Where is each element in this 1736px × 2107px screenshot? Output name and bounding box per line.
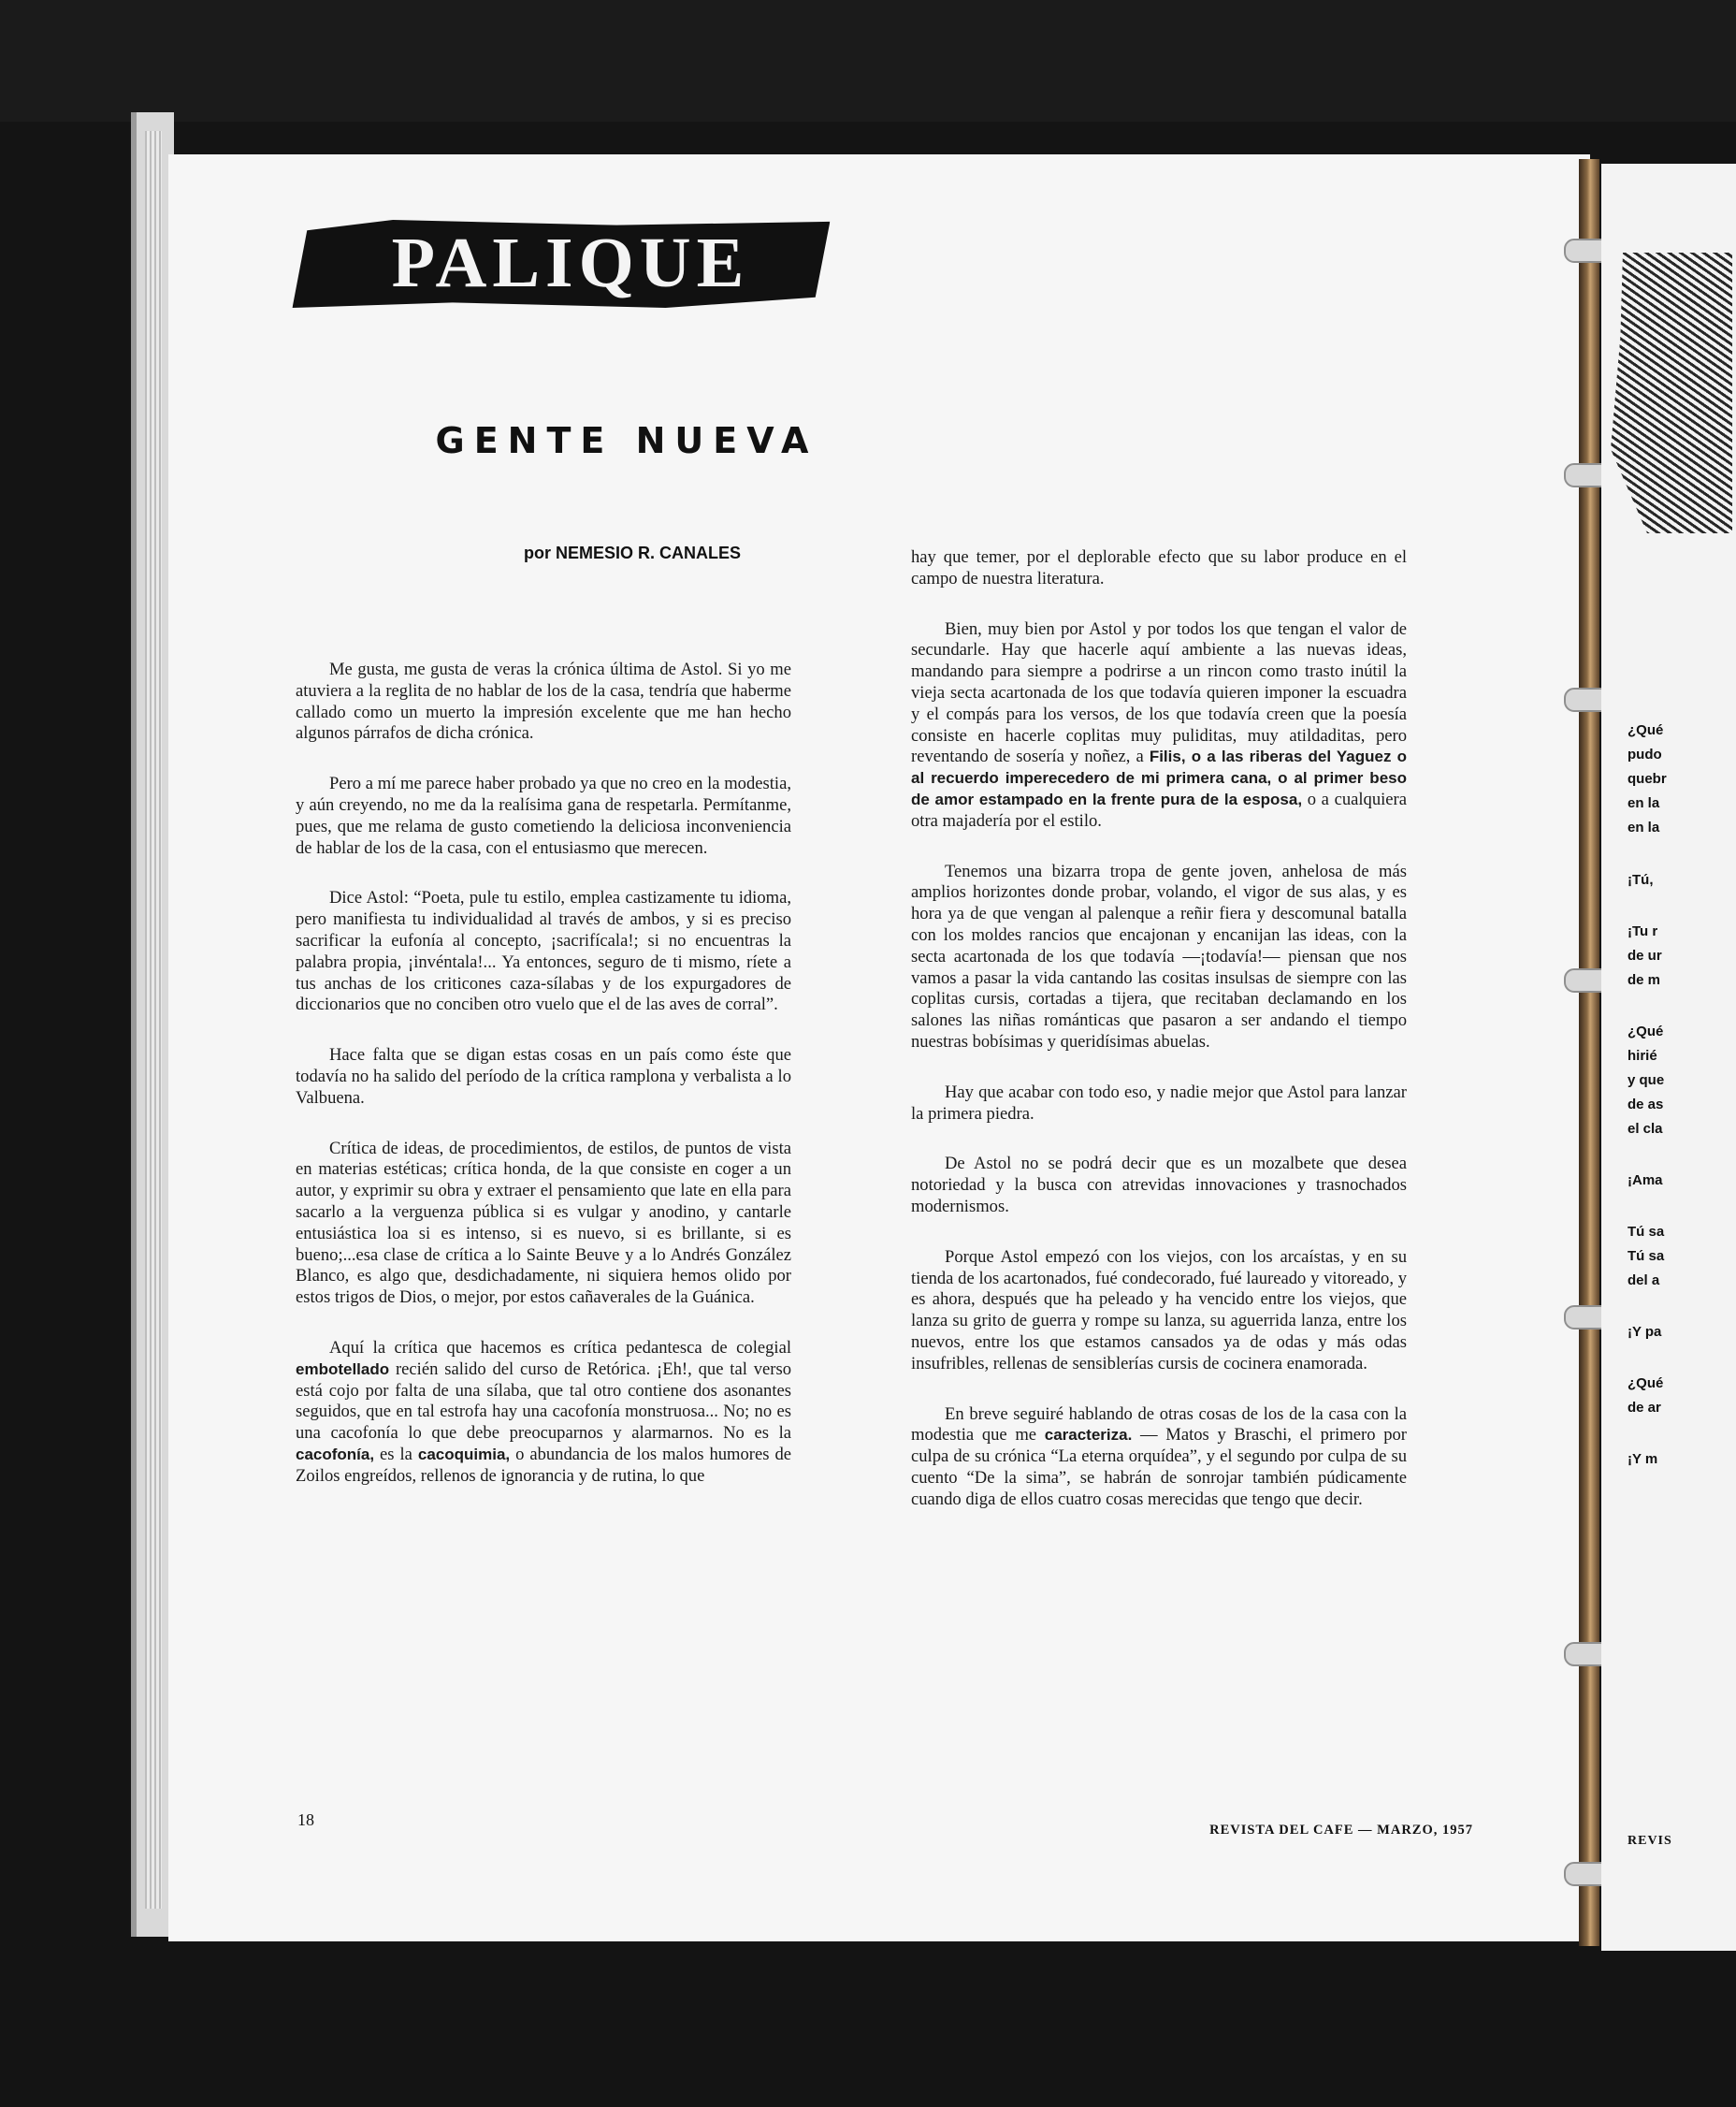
text-run: o abundancia de los malos humores de Zoilos engreídos, rellenos de ignorancia y de rutina, lo que	[296, 1444, 791, 1486]
text-run: recién salido del curso de Retórica. ¡Eh!, que tal verso está cojo por falta de una sílaba, que tal otro contiene dos asonantes seguidos, que en tal estrofa hay una cacofonía monstruosa... No; no es una cacofonía lo que debe preocuparnos y alarmarnos. No es la	[296, 1359, 791, 1444]
right-column	[911, 547, 1407, 1539]
paragraph: De Astol no se podrá decir que es un mozalbete que desea notoriedad y la busca con atrevidas innovaciones y trasnochados modernismos.	[911, 1154, 1407, 1216]
publication-footer-fragment: REVIS	[1628, 1834, 1672, 1848]
text-fragment: ¡Y m	[1628, 1451, 1658, 1467]
paragraph: Pero a mí me parece haber probado ya que no creo en la modestia, y aún creyendo, no me da la realísima gana de respetarla. Permítanme, pues, que me relama de gusto cometiendo la deliciosa inconveniencia de hablar de los de la casa, con el entusiasmo que merecen.	[296, 774, 791, 858]
paragraph	[911, 1404, 1407, 1511]
binding-spine	[1579, 159, 1599, 1946]
text-fragment: ¡Tu r	[1628, 923, 1658, 939]
bold-text: cacofonía,	[296, 1445, 375, 1463]
text-fragment: de as	[1628, 1097, 1664, 1112]
paragraph: Crítica de ideas, de procedimientos, de estilos, de puntos de vista en materias estéticas; crítica honda, de la que consiste en coger a un autor, y exprimir su obra y extraer el pensamiento que late en ella para sacarlo a la verguenza pública si es vulgar y anodino, y cantarle entusiástica loa si es intenso, si es nuevo, si es brillante, si es bueno;...esa clase de crítica a lo Sainte Beuve y a lo Andrés González Blanco, es algo que, desdichadamente, ni siquiera hemos olido por estos trigos de Dios, o mejor, por estos cañaverales de la Guánica.	[296, 1138, 791, 1308]
paragraph: Tenemos una bizarra tropa de gente joven, anhelosa de más amplios horizontes donde probar, volando, el vigor de sus alas, y es hora ya de que vengan al palenque a reñir fiera y descomunal batalla con los moldes rancios que encajonan y encanijan las ideas, con la secta acartonada de los que todavía —¡todavía!— piensan que nos vamos a pasar la vida cantando las cositas insulsas de siempre con las coplitas cursis, cortadas a tijera, que recitaban declamando en los salones las niñas románticas que pasaron a ser andando el tiempo nuestras bobísimas y queridísimas abuelas.	[911, 861, 1407, 1052]
publication-footer: REVISTA DEL CAFE — MARZO, 1957	[1209, 1823, 1473, 1838]
text-run: o a cualquiera otra majadería por el estilo.	[911, 789, 1407, 831]
paragraph	[296, 1338, 791, 1488]
text-fragment: ¿Qué	[1628, 1024, 1664, 1039]
text-fragment: Tú sa	[1628, 1248, 1665, 1264]
text-fragment: ¡Ama	[1628, 1172, 1663, 1188]
paragraph: hay que temer, por el deplorable efecto que su labor produce en el campo de nuestra literatura.	[911, 547, 1407, 589]
section-title: PALIQUE	[391, 224, 750, 302]
text-fragment: quebr	[1628, 771, 1667, 787]
paragraph	[911, 619, 1407, 833]
text-run: es la	[374, 1444, 418, 1464]
text-fragment: en la	[1628, 820, 1660, 836]
text-run: Bien, muy bien por Astol y por todos los que tengan el valor de secundarle. Hay que hacerle aquí ambiente a las nuevas ideas, mandando para siempre a podrirse a un rincon como trasto inútil la vieja secta acartonada de los que todavía quieren imponer la escuadra y el compás para los versos, de los que todavía creen que la poesía consiste en hacerle coplitas muy puliditas, muy atildaditas, pero reventando de sosería y noñez, a	[911, 618, 1407, 767]
text-fragment: pudo	[1628, 747, 1662, 763]
magazine-page-left	[168, 154, 1590, 1941]
left-column	[296, 660, 791, 1517]
text-fragment: hirié	[1628, 1048, 1657, 1064]
text-fragment: Tú sa	[1628, 1224, 1665, 1240]
page-stack-lines	[145, 131, 162, 1909]
paragraph: Dice Astol: “Poeta, pule tu estilo, emplea castizamente tu idioma, pero manifiesta tu individualidad al través de ambos, y si es preciso sacrificar la eufonía al concepto, ¡sacrifícala!; si no encuentras la palabra propia, ¡invéntala!... Ya entonces, seguro de ti mismo, ríete a tus anchas de los criticones caza-sílabas y de los expurgadores de diccionarios que no conciben otro vuelo que el de las aves de corral”.	[296, 888, 791, 1015]
byline: por NEMESIO R. CANALES	[524, 544, 742, 562]
text-fragment: de ar	[1628, 1400, 1661, 1416]
text-run: En breve seguiré hablando de otras cosas de los de la casa con la modestia que me	[911, 1403, 1407, 1446]
bold-text: embotellado	[296, 1359, 390, 1378]
text-fragment: del a	[1628, 1272, 1660, 1288]
bold-text: Filis, o a las riberas del Yaguez o al recuerdo imperecedero de mi primera cana, o al primer beso de amor estampado en la frente pura de la esposa,	[911, 748, 1407, 808]
bold-text: caracteriza.	[1044, 1426, 1133, 1445]
text-fragment: de ur	[1628, 948, 1662, 964]
magazine-page-right	[1601, 164, 1736, 1951]
illustration	[1611, 253, 1732, 533]
paragraph: Hay que acabar con todo eso, y nadie mejor que Astol para lanzar la primera piedra.	[911, 1082, 1407, 1124]
text-fragment: y que	[1628, 1072, 1665, 1088]
background-top	[0, 0, 1736, 122]
text-fragment: en la	[1628, 795, 1660, 811]
bold-text: cacoquimia,	[417, 1445, 511, 1463]
article-title: GENTE NUEVA	[435, 420, 818, 461]
text-run: Aquí la crítica que hacemos es crítica pedantesca de colegial	[329, 1337, 791, 1358]
text-fragment: ¿Qué	[1628, 1375, 1664, 1391]
text-fragment: el cla	[1628, 1121, 1663, 1137]
text-fragment: de m	[1628, 972, 1661, 988]
text-fragment: ¡Y pa	[1628, 1324, 1662, 1340]
text-fragment: ¡Tú,	[1628, 872, 1654, 888]
text-fragment: ¿Qué	[1628, 722, 1664, 738]
paragraph: Hace falta que se digan estas cosas en un país como éste que todavía no ha salido del período de la crítica ramplona y verbalista a lo Valbuena.	[296, 1045, 791, 1108]
text-run: — Matos y Braschi, el primero por culpa de su crónica “La eterna orquídea”, y el segundo por culpa de su cuento “De la sima”, se habrán de sonrojar también púdicamente cuando diga de ellos cuatro cosas merecidas que tengo que decir.	[911, 1425, 1407, 1509]
paragraph: Porque Astol empezó con los viejos, con los arcaístas, y en su tienda de los acartonados, fué condecorado, fué laureado y vitoreado, y es ahora, después que ha peleado y ha vencido entre los viejos, que lanza su grito de guerra y rompe su lanza, su aguerrida lanza, entre los nuevos, entre los que estamos cansados ya de odas y más odas insufribles, rellenas de sensiblerías cursis de cocinera enamorada.	[911, 1246, 1407, 1373]
paragraph: Me gusta, me gusta de veras la crónica última de Astol. Si yo me atuviera a la reglita de no hablar de los de la casa, tendría que haberme callado como un muerto la impresión excelente que me han hecho algunos párrafos de dicha crónica.	[296, 660, 791, 744]
page-number: 18	[297, 1810, 314, 1829]
